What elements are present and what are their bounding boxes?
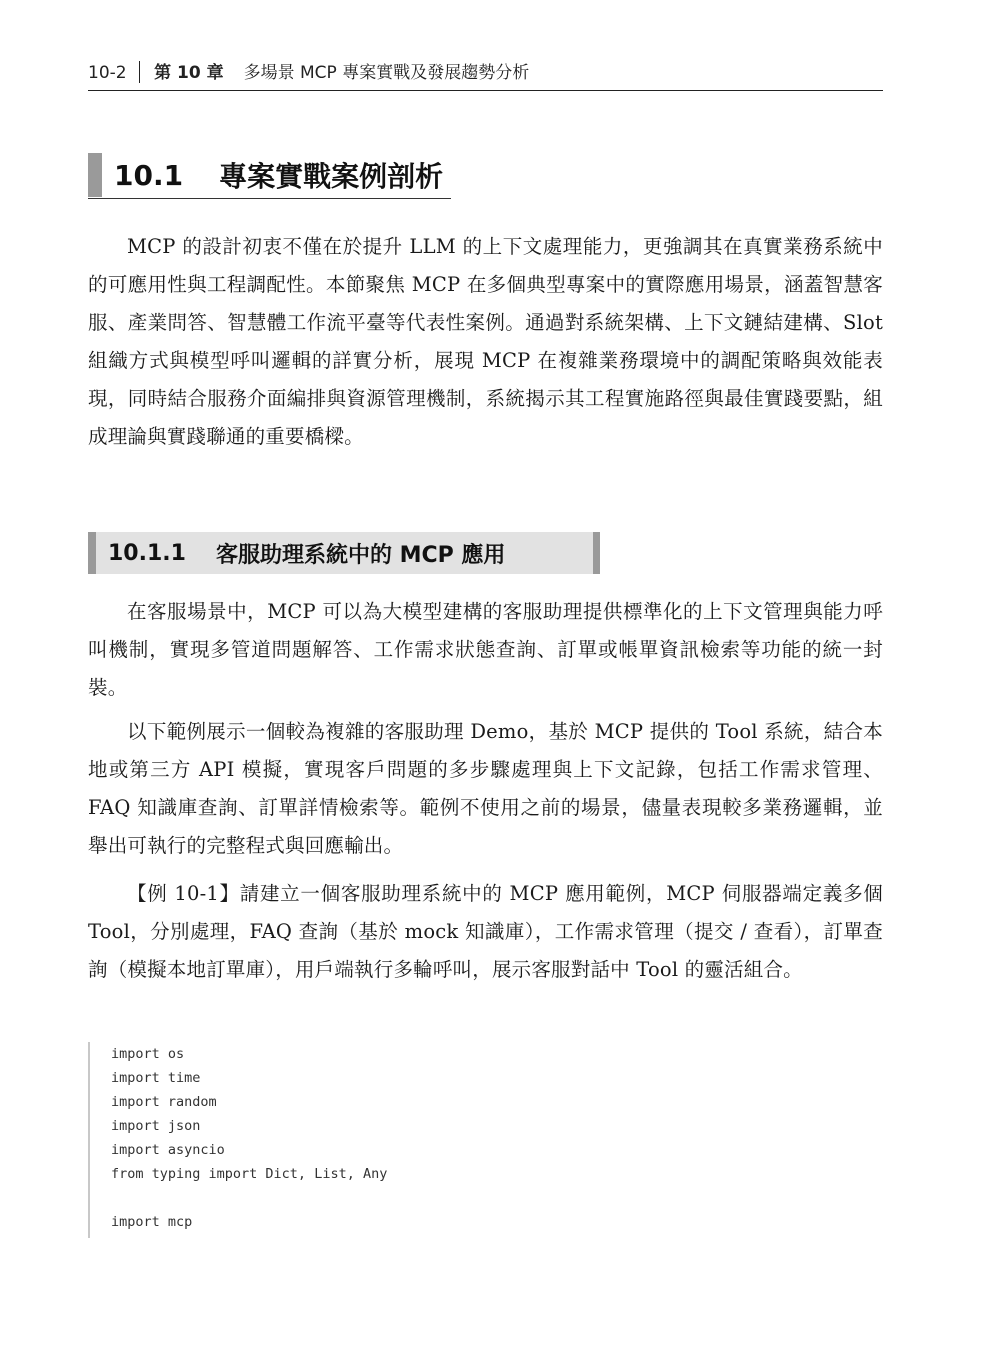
example-paragraph: 【例 10-1】請建立一個客服助理系統中的 MCP 應用範例，MCP 伺服器端定義多個 Tool，分別處理，FAQ 查詢（基於 mock 知識庫），工作需求管理（提交 / 查看），訂單查詢（模擬本地訂單庫），用戶端執行多輪呼叫，展示客服對話中 Tool 的靈活組合。 <box>88 882 883 981</box>
subsection-heading-bar-left <box>88 532 96 574</box>
code-line: import mcp <box>111 1214 193 1230</box>
code-line <box>111 1186 883 1210</box>
section-title: 專案實戰案例剖析 <box>219 160 444 193</box>
code-line: import asyncio <box>111 1142 225 1158</box>
chapter-label: 第 10 章 <box>154 63 224 83</box>
header-separator <box>139 61 141 83</box>
code-line: from typing import Dict, List, Any <box>111 1166 388 1182</box>
chapter-title: 多場景 MCP 專案實戰及發展趨勢分析 <box>243 63 530 83</box>
running-header <box>88 58 883 91</box>
code-line: import random <box>111 1094 217 1110</box>
intro-paragraph: MCP 的設計初衷不僅在於提升 LLM 的上下文處理能力，更強調其在真實業務系統中的可應用性與工程調配性。本節聚焦 MCP 在多個典型專案中的實際應用場景，涵蓋智慧客服、產業問答、智慧體工作流平臺等代表性案例。通過對系統架構、上下文鏈結建構、Slot 組織方式與模型呼叫邏輯的詳實分析，展現 MCP 在複雜業務環境中的調配策略與效能表現，同時結合服務介面編排與資源管理機制，系統揭示其工程實施路徑與最佳實踐要點，組成理論與實踐聯通的重要橋樑。 <box>88 235 883 448</box>
section-heading-bar <box>88 153 102 197</box>
section-heading <box>88 152 451 199</box>
subsection-heading-bar-right <box>593 532 600 574</box>
code-line: import os <box>111 1046 185 1062</box>
body-paragraph: 以下範例展示一個較為複雜的客服助理 Demo，基於 MCP 提供的 Tool 系統，結合本地或第三方 API 模擬，實現客戶問題的多步驟處理與上下文記錄，包括工作需求管理、 FAQ 知識庫查詢、訂單詳情檢索等。範例不使用之前的場景，儘量表現較多業務邏輯，並舉出可執行的完整程式與回應輸出。 <box>88 720 883 857</box>
code-line: import json <box>111 1118 201 1134</box>
section-number: 10.1 <box>114 158 184 192</box>
subsection-title: 客服助理系統中的 MCP 應用 <box>215 542 506 568</box>
subsection-heading <box>88 532 600 574</box>
code-block <box>88 1042 883 1238</box>
body-paragraph: 在客服場景中，MCP 可以為大模型建構的客服助理提供標準化的上下文管理與能力呼叫機制，實現多管道問題解答、工作需求狀態查詢、訂單或帳單資訊檢索等功能的統一封裝。 <box>88 600 883 699</box>
subsection-number: 10.1.1 <box>108 540 186 566</box>
code-line: import time <box>111 1070 201 1086</box>
page-number: 10-2 <box>88 63 127 83</box>
